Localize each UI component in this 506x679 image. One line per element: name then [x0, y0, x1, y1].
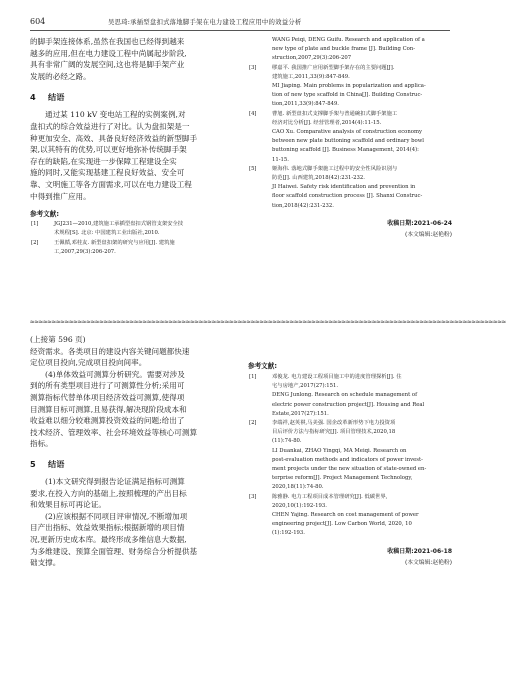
section-heading-4: [30, 92, 230, 103]
reference-number: [1]: [31, 221, 39, 228]
reference-line: 曹旭. 新型盘扣式支撑脚手架与普通碗扣式脚手架施工: [272, 110, 398, 117]
running-title: 吴思琦:承插型盘扣式落地脚手架在电力建设工程应用中的效益分析: [108, 18, 302, 26]
page-header: [30, 16, 450, 31]
text-line: 为多维建设、预算全面管理、财务综合分析提供基: [30, 546, 198, 556]
reference-line: buttoning scaffold [J]. Business Management, 2014(4):: [272, 147, 419, 154]
reference-number: [3]: [249, 64, 257, 71]
reference-line: 李端祥,赵英祺,马美强. 国企改革新形势下电力投资项: [272, 420, 396, 427]
text-line: 目测算目标可测算,且易获得,解决现阶段成本和: [30, 404, 187, 414]
section-title: 结语: [48, 458, 65, 469]
reference-line: 王佩循,邓桂友. 新型盘扣架的研究与应用[J]. 建筑施: [54, 239, 175, 246]
reference-line: CHEN Yajing. Research on cost management of power: [272, 512, 419, 519]
reference-line: (11):74-80.: [272, 438, 302, 445]
reference-line: engineering project[J]. Low Carbon World, 2020, 10: [272, 521, 412, 528]
text-line: 种更加安全、高效、具备良好经济效益的新型脚手: [30, 133, 198, 143]
reference-line: 2020,10(1):192-193.: [272, 502, 327, 509]
bottom-left-column: [30, 334, 230, 569]
top-left-column: [30, 36, 230, 257]
reference-line: 宅与房地产,2017(27):151.: [272, 383, 339, 390]
text-line: 越多的应用,但在电力建设工程中尚属起步阶段,: [30, 48, 187, 58]
bottom-right-column: [248, 360, 452, 566]
section-title: 结语: [48, 92, 65, 103]
editor-note: (本文编辑:赵艳粉): [404, 559, 452, 566]
reference-line: terprise reform[J]. Project Management Technology,: [272, 475, 413, 482]
text-line: 存在的缺陷,在实现进一步保障工程建设全实: [30, 156, 177, 166]
reference-line: Estate,2017(27):151.: [272, 410, 329, 417]
text-line: (4)单体效益可测算分析研究。需要对涉及: [45, 369, 185, 379]
reference-line: electric power construction project[J]. Housing and Real: [272, 401, 425, 408]
reference-line: 缪嘉平. 我国推广应用新型脚手架存在的主要问题[J].: [272, 64, 395, 71]
text-line: 到的所有类型项目进行了可测算性分析;采用可: [30, 381, 185, 391]
reference-item: [30, 220, 230, 238]
reference-line: JI Haiwei. Safety risk identification and prevention in: [272, 184, 416, 191]
text-line: 盘扣式的综合效益进行了对比。认为盘扣架是一: [30, 121, 190, 131]
reference-number: [1]: [249, 374, 257, 380]
reference-line: 建筑施工,2011,33(9):847-849.: [272, 73, 350, 80]
point-4-paragraph: [30, 369, 230, 450]
text-line: 靠、文明施工等各方面需求,可以在电力建设工程: [30, 179, 192, 189]
section-heading-5: [30, 459, 230, 470]
reference-line: LI Duankai, ZHAO Yingqi, MA Meiqi. Research on: [272, 447, 407, 454]
continued-note: (上接第 596 页): [30, 335, 86, 344]
reference-line: 2020,18(11):74-80.: [272, 484, 324, 491]
reference-line: 11-15.: [272, 156, 289, 163]
reference-line: CAO Xu. Comparative analysis of construction economy: [272, 129, 422, 136]
text-line: 具有非常广阔的发展空间,这也将是脚手架产业: [30, 60, 185, 70]
section-number: 4: [30, 92, 36, 103]
section-number: 5: [30, 458, 36, 469]
text-line: (1)本文研究得到报告论证满足指标可测算: [45, 476, 185, 486]
reference-line: 邓俊龙. 电力建设工程项目施工中的进度管理探析[J]. 住: [272, 374, 402, 380]
paragraph-continued: [30, 346, 230, 369]
reference-line: new type of plate and buckle frame [J]. Building Con-: [272, 46, 416, 53]
text-line: 发展的必经之路。: [30, 71, 91, 81]
reference-line: tion,2011,33(9):847-849.: [272, 101, 339, 108]
reference-line: 陈雅静. 电力工程项目成本管理研究[J]. 低碳世界,: [272, 493, 388, 500]
text-line: 和效果目标可再论证。: [30, 500, 106, 510]
reference-item: [248, 36, 452, 64]
references-label: 参考文献:: [248, 362, 278, 370]
text-line: 测算指标代替单体项目经济效益可测算,使得项: [30, 392, 185, 402]
reference-line: between new plate buttoning scaffold and ordinary bowl: [272, 138, 424, 145]
text-line: 要求,在投入方向的基础上,按照梳理的产出目标: [30, 488, 187, 498]
reference-line: floor scaffold construction process [J]. Shanxi Construc-: [272, 193, 423, 200]
paragraph-continued: [30, 36, 230, 82]
reference-item: [248, 419, 452, 493]
reference-line: 姬海伟. 落地式脚手架施工过程中的安全性风险识别与: [272, 165, 398, 172]
received-date: 收稿日期:2021-06-24: [387, 219, 452, 227]
reference-line: ment projects under the new situation of state-owned en-: [272, 466, 427, 473]
reference-line: tion of new type scaffold in China[J]. Building Construc-: [272, 92, 423, 99]
reference-item: [248, 165, 452, 211]
reference-line: 术规程[S]. 北京: 中国建筑工业出版社,2010.: [54, 230, 160, 237]
reference-item: [248, 110, 452, 165]
reference-line: tion,2018(42):231-232.: [272, 202, 334, 209]
text-line: 架,以其特有的优势,可以更好地弥补传统脚手架: [30, 145, 187, 155]
reference-number: [3]: [249, 493, 257, 500]
received-date: 收稿日期:2021-06-18: [387, 547, 452, 555]
reference-number: [5]: [249, 165, 257, 172]
reference-line: struction,2007,29(3):206-207: [272, 55, 352, 62]
text-line: 通过某 110 kV 变电站工程的实例案例,对: [45, 110, 186, 120]
reference-item: [248, 64, 452, 110]
text-line: 的脚手架连接体系,虽然在我国也已经得到越来: [30, 37, 185, 46]
top-right-column: [248, 36, 452, 238]
reference-item: [248, 373, 452, 419]
reference-line: post-evaluation methods and indicators of power invest-: [272, 456, 423, 463]
conclusion-point-1: [30, 476, 230, 511]
conclusion-point-2: [30, 511, 230, 569]
reference-item: [248, 493, 452, 539]
reference-line: 经济对比分析[J]. 经营管理者,2014(4):11-15.: [272, 119, 382, 126]
reference-line: MI Jiaping. Main problems in popularization and applica-: [272, 83, 426, 90]
text-line: 技术经济、管理效率、社会环境效益等核心可测算: [30, 427, 198, 437]
reference-number: [2]: [249, 420, 257, 427]
page-number: 604: [30, 17, 46, 26]
reference-line: (1):192-193.: [272, 530, 305, 537]
reference-number: [2]: [31, 239, 39, 246]
reference-line: 目后评价方法与指标研究[J]. 项目管理技术,2020,18: [272, 429, 396, 436]
text-line: 况,更新历史成本库。最终形成多维信息大数据,: [30, 534, 187, 544]
text-line: 经资需求。各类项目的建设内容关键问题都快速: [30, 346, 190, 356]
reference-number: [4]: [249, 110, 257, 117]
article-divider: ≈≈≈≈≈≈≈≈≈≈≈≈≈≈≈≈≈≈≈≈≈≈≈≈≈≈≈≈≈≈≈≈≈≈≈≈≈≈≈≈≈≈≈≈≈≈≈≈≈≈≈≈≈≈≈≈≈≈≈≈≈≈≈≈≈≈≈≈≈≈≈≈≈≈≈≈≈≈≈≈≈≈≈≈≈≈≈≈≈≈≈≈≈≈≈≈≈≈≈≈≈≈≈≈≈≈≈≈≈≈: [30, 317, 506, 326]
references-label: 参考文献:: [30, 210, 60, 219]
reference-line: WANG Peiqi, DENG Guifu. Research and application of a: [272, 37, 425, 43]
reference-line: DENG Junlong. Research on schedule management of: [272, 392, 418, 399]
text-line: 定位项目投向,完成项目投向间率。: [30, 358, 147, 368]
reference-item: [30, 239, 230, 257]
text-line: 收益难以细分较难测算投资效益的问题;给出了: [30, 416, 185, 426]
reference-line: 防范[J]. 山西建筑,2018(42):231-232.: [272, 175, 365, 182]
text-line: 中得到推广应用。: [30, 191, 91, 201]
text-line: 施的同时,又能实现基建工程良好效益、安全可: [30, 168, 185, 178]
text-line: 目产出指标、效益效果指标;根据新增的项目情: [30, 523, 185, 533]
text-line: (2)应该根据不同项目评审情况,不断增加项: [45, 511, 188, 521]
text-line: 指标。: [30, 439, 53, 449]
reference-line: JGJ231—2010,建筑施工承插型盘扣式钢管支架安全技: [54, 221, 184, 228]
editor-note: (本文编辑:赵艳粉): [404, 231, 452, 238]
reference-line: 工,2007,29(3):206-207.: [54, 248, 116, 255]
text-line: 础支撑。: [30, 558, 61, 568]
conclusion-paragraph: [30, 109, 230, 202]
